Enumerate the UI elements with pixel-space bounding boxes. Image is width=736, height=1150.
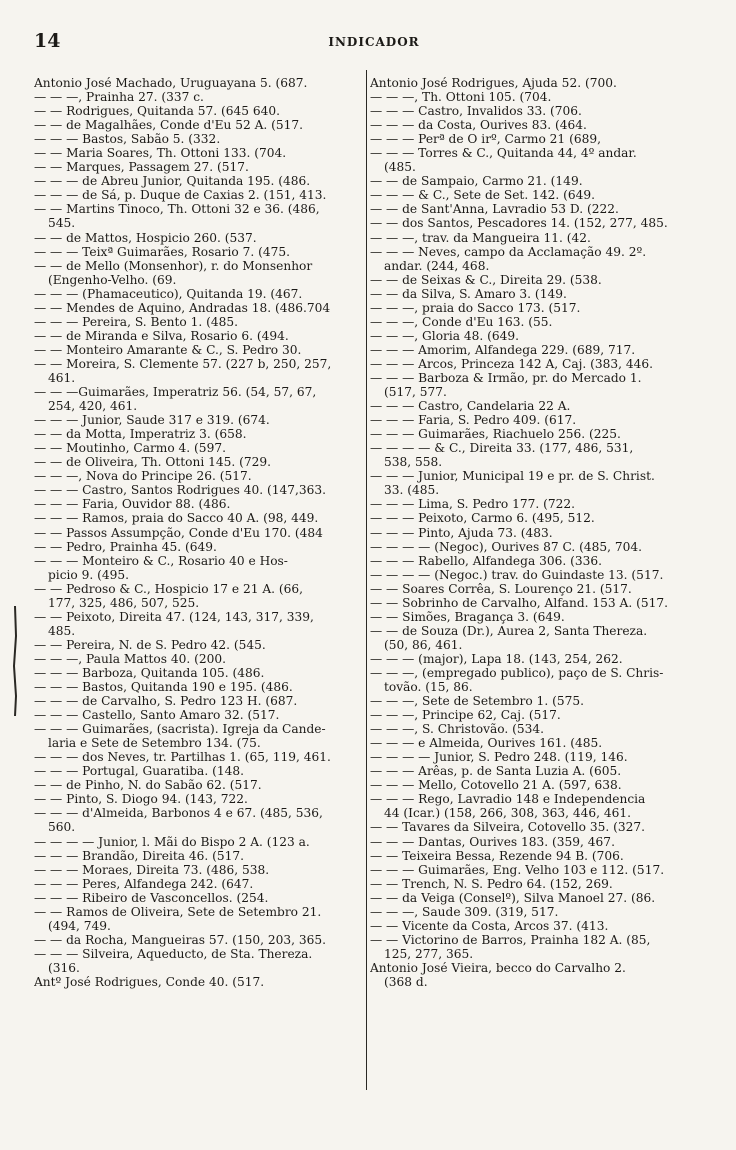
entry-line: — — — Dantas, Ourives 183. (359, 467. xyxy=(370,834,615,849)
entry-line: — — — Pereira, S. Bento 1. (485. xyxy=(34,314,239,329)
entry-line: 485. xyxy=(48,623,76,638)
entry-line: — — de Sant'Anna, Lavradio 53 D. (222. xyxy=(370,202,619,217)
entry-line: — — — Bastos, Sabão 5. (332. xyxy=(34,132,221,147)
column-divider xyxy=(366,70,367,1090)
entry-line: — — — Teixª Guimarães, Rosario 7. (475. xyxy=(34,244,290,259)
entry-line: tovão. (15, 86. xyxy=(384,680,473,695)
entry-line: laria e Sete de Setembro 134. (75. xyxy=(48,736,261,751)
entry-line: — — — & C., Sete de Set. 142. (649. xyxy=(370,188,595,203)
entry-line: — — de Sampaio, Carmo 21. (149. xyxy=(370,174,583,189)
entry-line: — — — Rabello, Alfandega 306. (336. xyxy=(370,553,602,568)
entry-line: — — — Arêas, p. de Santa Luzia A. (605. xyxy=(370,764,622,779)
entry-line: — — de Magalhães, Conde d'Eu 52 A. (517. xyxy=(34,118,304,133)
entry-line: — — —, Nova do Principe 26. (517. xyxy=(34,469,252,484)
entry-line: — — — Castello, Santo Amaro 32. (517. xyxy=(34,708,280,723)
entry-line: — — — Junior, Municipal 19 e pr. de S. Christ. xyxy=(370,469,655,484)
entry-line: — — de Oliveira, Th. Ottoni 145. (729. xyxy=(34,455,272,470)
entry-line: — — —, Sete de Setembro 1. (575. xyxy=(370,694,584,709)
page-header xyxy=(34,30,714,54)
entry-line: — — — — (Negoc.) trav. do Guindaste 13. (517. xyxy=(370,567,664,582)
entry-line: 545. xyxy=(48,216,76,231)
entry-line: — — —, (empregado publico), paço de S. Chris- xyxy=(370,665,664,680)
entry-line: (Engenho-Velho. (69. xyxy=(48,272,177,287)
entry-line: 44 (Icar.) (158, 266, 308, 363, 446, 461. xyxy=(384,806,631,821)
entry-line: — — — Silveira, Aqueducto, de Sta. Thereza. xyxy=(34,946,313,961)
entry-line: — — — Brandão, Direita 46. (517. xyxy=(34,848,245,863)
entry-line: — — Pinto, S. Diogo 94. (143, 722. xyxy=(34,792,248,807)
entry-line: — — — Mello, Cotovello 21 A. (597, 638. xyxy=(370,778,622,793)
entry-line: 254, 420, 461. xyxy=(48,399,138,414)
entry-line: — — Martins Tinoco, Th. Ottoni 32 e 36. (486, xyxy=(34,202,320,217)
entry-line: — — — Perª de O irº, Carmo 21 (689, xyxy=(370,132,601,147)
entry-line: — — — Ribeiro de Vasconcellos. (254. xyxy=(34,890,269,905)
entry-line: — — —, Conde d'Eu 163. (55. xyxy=(370,314,553,329)
entry-line: — — Marques, Passagem 27. (517. xyxy=(34,160,249,175)
entry-line: — — — Portugal, Guaratiba. (148. xyxy=(34,764,244,779)
entry-line: (494, 749. xyxy=(48,918,111,933)
entry-line: — — — Faria, S. Pedro 409. (617. xyxy=(370,413,577,428)
entry-line: — — Rodrigues, Quitanda 57. (645 640. xyxy=(34,104,281,119)
entry-line: — — — dos Neves, tr. Partilhas 1. (65, 119, 461. xyxy=(34,750,331,765)
entry-line: — — — Barboza, Quitanda 105. (486. xyxy=(34,665,265,680)
entry-line: — — de Mattos, Hospicio 260. (537. xyxy=(34,230,257,245)
entry-line: — — Maria Soares, Th. Ottoni 133. (704. xyxy=(34,146,287,161)
entry-line: — — —, Principe 62, Caj. (517. xyxy=(370,708,561,723)
entry-line: — — — Monteiro & C., Rosario 40 e Hos- xyxy=(34,553,288,568)
entry-line: — — — de Carvalho, S. Pedro 123 H. (687. xyxy=(34,694,298,709)
entry-line: — — —Guimarães, Imperatriz 56. (54, 57, 67, xyxy=(34,385,317,400)
entry-line: 560. xyxy=(48,820,76,835)
margin-ink-mark xyxy=(10,606,20,716)
entry-line: — — — Lima, S. Pedro 177. (722. xyxy=(370,497,576,512)
entry-line: — — da Veiga (Conselº), Silva Manoel 27. (86. xyxy=(370,890,656,905)
entry-line: — — Trench, N. S. Pedro 64. (152, 269. xyxy=(370,876,613,891)
entry-line: — — Tavares da Silveira, Cotovello 35. (327. xyxy=(370,820,645,835)
entry-line: — — — Arcos, Princeza 142 A, Caj. (383, 446. xyxy=(370,356,654,371)
entry-line: — — — Amorim, Alfandega 229. (689, 717. xyxy=(370,342,636,357)
entry-line: — — — Torres & C., Quitanda 44, 4º andar. xyxy=(370,146,637,161)
entry-line: (517, 577. xyxy=(384,385,447,400)
entry-line: — — — Castro, Santos Rodrigues 40. (147,363. xyxy=(34,483,326,498)
entry-line: — — — Bastos, Quitanda 190 e 195. (486. xyxy=(34,680,293,695)
entry-line: — — — Castro, Invalidos 33. (706. xyxy=(370,104,582,119)
entry-line: — — Teixeira Bessa, Rezende 94 B. (706. xyxy=(370,848,624,863)
entry-line: — — de Souza (Dr.), Aurea 2, Santa Thereza. xyxy=(370,623,648,638)
entry-line: — — — Castro, Candelaria 22 A. xyxy=(370,399,571,414)
entry-line: — — da Rocha, Mangueiras 57. (150, 203, 365. xyxy=(34,932,327,947)
entry-line: — — — Guimarães, Riachuelo 256. (225. xyxy=(370,427,621,442)
entry-line: — — Mendes de Aquino, Andradas 18. (486.704 xyxy=(34,300,331,315)
entry-line: — — — e Almeida, Ourives 161. (485. xyxy=(370,736,603,751)
entry-line: — — — da Costa, Ourives 83. (464. xyxy=(370,118,587,133)
entry-line: — — Sobrinho de Carvalho, Alfand. 153 A. (517. xyxy=(370,595,668,610)
entry-line: — — — Junior, Saude 317 e 319. (674. xyxy=(34,413,270,428)
entry-line: — — —, Paula Mattos 40. (200. xyxy=(34,651,227,666)
entry-line: — — — Ramos, praia do Sacco 40 A. (98, 449. xyxy=(34,511,319,526)
entry-line: (316. xyxy=(48,960,80,975)
entry-line: 177, 325, 486, 507, 525. xyxy=(48,595,200,610)
right-column xyxy=(370,76,710,989)
entry-line: — — —, Th. Ottoni 105. (704. xyxy=(370,90,552,105)
entry-line: — — Moreira, S. Clemente 57. (227 b, 250, 257, xyxy=(34,356,332,371)
entry-line: — — —, Saude 309. (319, 517. xyxy=(370,904,559,919)
entry-line: — — Vicente da Costa, Arcos 37. (413. xyxy=(370,918,609,933)
entry-line: — — — de Sá, p. Duque de Caxias 2. (151, 413. xyxy=(34,188,327,203)
entry-line: 33. (485. xyxy=(384,483,440,498)
entry-line: — — — Faria, Ouvidor 88. (486. xyxy=(34,497,231,512)
entry-line: — — — Peres, Alfandega 242. (647. xyxy=(34,876,254,891)
entry-line: — — de Miranda e Silva, Rosario 6. (494. xyxy=(34,328,289,343)
entry-line: — — dos Santos, Pescadores 14. (152, 277, 485. xyxy=(370,216,668,231)
entry-line: — — da Silva, S. Amaro 3. (149. xyxy=(370,286,567,301)
entry-line: — — Pedro, Prainha 45. (649. xyxy=(34,539,217,554)
entry-line: — — —, Gloria 48. (649. xyxy=(370,328,520,343)
entry-line: (485. xyxy=(384,160,416,175)
entry-line: — — — — Junior, l. Mãi do Bispo 2 A. (123 a. xyxy=(34,834,310,849)
entry-line: — — —, S. Christovão. (534. xyxy=(370,722,545,737)
entry-line: — — — d'Almeida, Barbonos 4 e 67. (485, 536, xyxy=(34,806,323,821)
entry-line: — — — Barboza & Irmão, pr. do Mercado 1. xyxy=(370,370,642,385)
entry-line: Antonio José Rodrigues, Ajuda 52. (700. xyxy=(370,76,617,90)
entry-line: (368 d. xyxy=(384,975,428,989)
entry-line: 461. xyxy=(48,370,76,385)
entry-line: — — — de Abreu Junior, Quitanda 195. (486. xyxy=(34,174,311,189)
entry-line: 538, 558. xyxy=(384,455,443,470)
entry-line: — — Pedroso & C., Hospicio 17 e 21 A. (66, xyxy=(34,581,304,596)
page-number: 14 xyxy=(34,30,61,52)
entry-line: — — — — (Negoc), Ourives 87 C. (485, 704. xyxy=(370,539,643,554)
entry-line: — — — (Phamaceutico), Quitanda 19. (467. xyxy=(34,286,303,301)
entry-line: — — — — Junior, S. Pedro 248. (119, 146. xyxy=(370,750,628,765)
entry-line: — — Moutinho, Carmo 4. (597. xyxy=(34,441,226,456)
entry-line: — — Passos Assumpção, Conde d'Eu 170. (484 xyxy=(34,525,323,540)
entry-line: — — —, praia do Sacco 173. (517. xyxy=(370,300,581,315)
entry-line: — — Soares Corrêa, S. Lourenço 21. (517. xyxy=(370,581,632,596)
entry-line: — — Pereira, N. de S. Pedro 42. (545. xyxy=(34,637,266,652)
left-column xyxy=(34,76,365,989)
entry-line: — — de Pinho, N. do Sabão 62. (517. xyxy=(34,778,262,793)
entry-line: — — Peixoto, Direita 47. (124, 143, 317, 339, xyxy=(34,609,314,624)
entry-line: — — — Guimarães, (sacrista). Igreja da Cande- xyxy=(34,722,326,737)
entry-line: — — — Guimarães, Eng. Velho 103 e 112. (517. xyxy=(370,862,665,877)
entry-line: — — de Mello (Monsenhor), r. do Monsenhor xyxy=(34,258,313,273)
entry-line: — — Victorino de Barros, Prainha 182 A. (85, xyxy=(370,932,651,947)
entry-line: — — —, Prainha 27. (337 c. xyxy=(34,90,204,105)
entry-line: (50, 86, 461. xyxy=(384,637,463,652)
entry-line: — — — Moraes, Direita 73. (486, 538. xyxy=(34,862,270,877)
running-title: INDICADOR xyxy=(328,35,420,49)
entry-line: — — da Motta, Imperatriz 3. (658. xyxy=(34,427,247,442)
entry-line: — — — Pinto, Ajuda 73. (483. xyxy=(370,525,553,540)
entry-line: — — — Peixoto, Carmo 6. (495, 512. xyxy=(370,511,595,526)
entry-line: — — — Rego, Lavradio 148 e Independencia xyxy=(370,792,646,807)
entry-line: — — Simões, Bragança 3. (649. xyxy=(370,609,565,624)
entry-line: Antonio José Vieira, becco do Carvalho 2. xyxy=(370,960,626,975)
entry-line: — — —, trav. da Mangueira 11. (42. xyxy=(370,230,591,245)
entry-line: — — — — & C., Direita 33. (177, 486, 531, xyxy=(370,441,634,456)
entry-line: — — — (major), Lapa 18. (143, 254, 262. xyxy=(370,651,623,666)
entry-line: Antº José Rodrigues, Conde 40. (517. xyxy=(34,975,265,989)
entry-line: — — — Neves, campo da Acclamação 49. 2º. xyxy=(370,244,647,259)
entry-line: picio 9. (495. xyxy=(48,567,130,582)
entry-line: — — de Seixas & C., Direita 29. (538. xyxy=(370,272,602,287)
entry-line: andar. (244, 468. xyxy=(384,258,490,273)
entry-line: — — Ramos de Oliveira, Sete de Setembro 21. xyxy=(34,904,322,919)
entry-line: Antonio José Machado, Uruguayana 5. (687. xyxy=(34,76,308,90)
entry-line: — — Monteiro Amarante & C., S. Pedro 30. xyxy=(34,342,302,357)
entry-line: 125, 277, 365. xyxy=(384,946,474,961)
